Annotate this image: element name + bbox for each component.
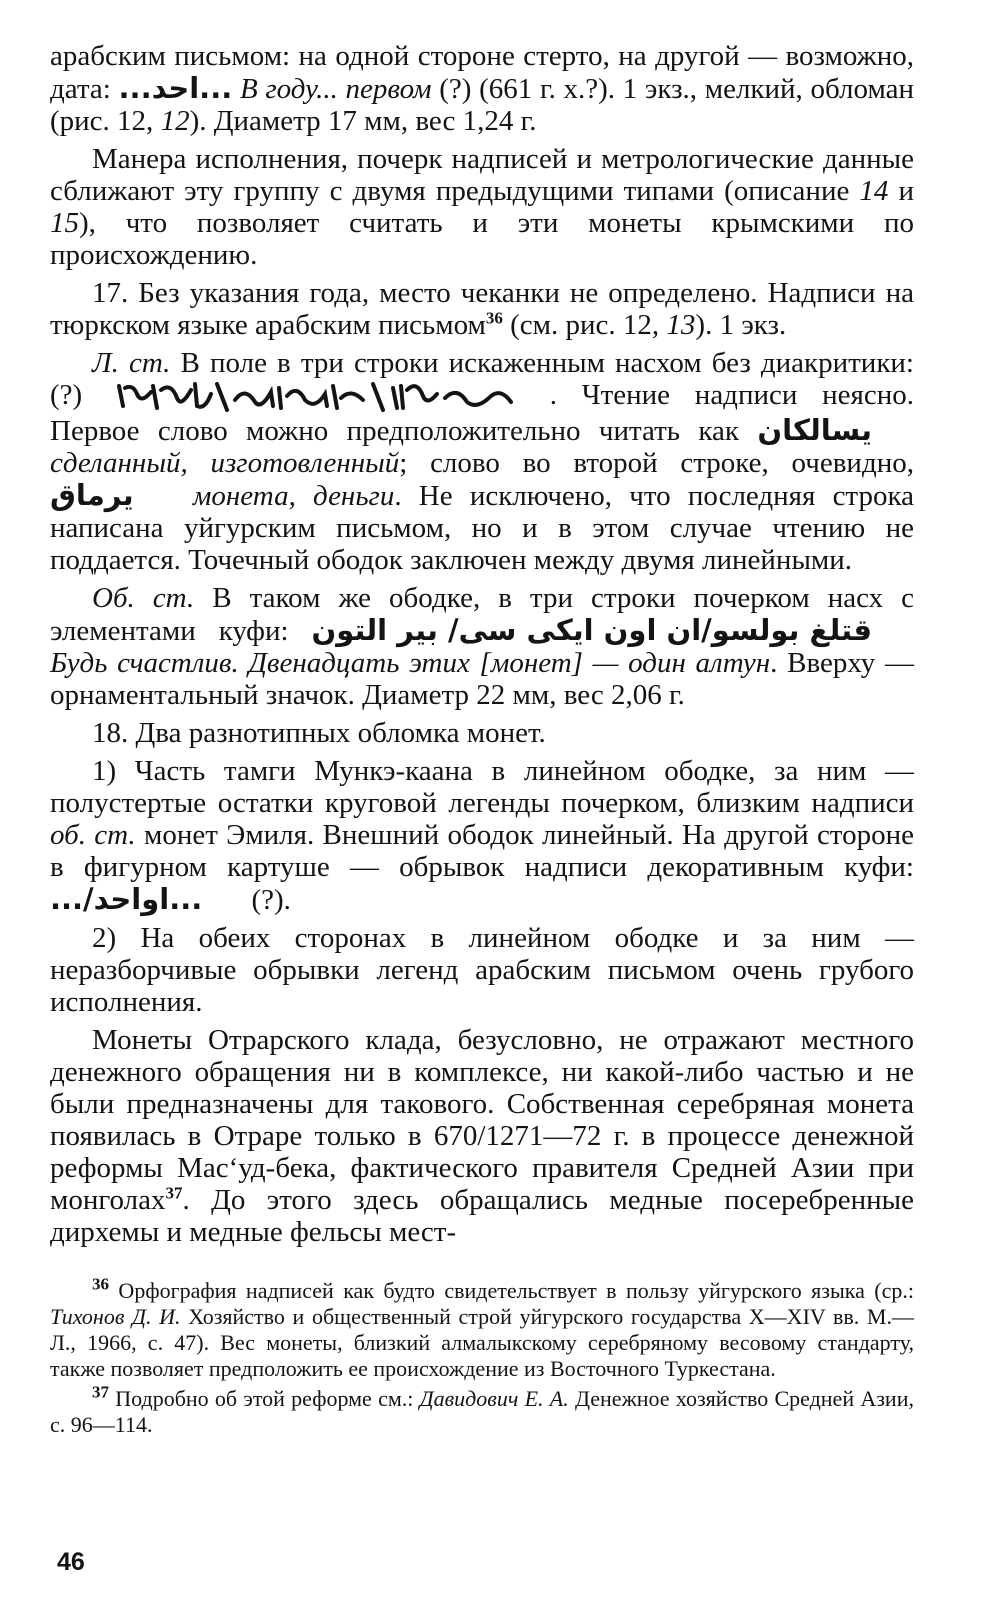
italic-text: об. ст. [50, 819, 136, 852]
paragraph-p2 [50, 143, 914, 271]
italic-text: 14 [859, 175, 889, 207]
text-segment: . Чтение надписи неясно. Первое слово можно предположительно читать как [50, 379, 915, 448]
text-segment: ), что позволяет считать и эти монеты крымскими по происхождению. [50, 207, 914, 271]
main-text [50, 40, 914, 1248]
italic-text: Давидович Е. А. [419, 1386, 569, 1412]
text-segment: В таком же ободке, в три строки почерком насх с элементами куфи: [50, 582, 914, 648]
text-segment: . До этого здесь обращались медные посеребренные дирхемы и медные фельсы мест- [50, 1184, 914, 1249]
arabic-text: ...احد... [118, 71, 233, 105]
italic-text: сделанный, изготовленный [50, 447, 400, 480]
text-segment: (?) (661 г. х.?). 1 экз., мелкий, обломан (рис. 12, [50, 73, 914, 137]
text-segment: Монеты Отрарского клада, безусловно, не отражают местного денежного обращения ни в комплексе, ни какой-либо частью и не были предназначены для такового. Собственная серебряная монета появилась в Отраре только в 670/1271—72 г. в процессе денежной реформы Мас‘уд-бека, фактического правителя Средней Азии при монголах [50, 1024, 914, 1217]
text-segment: Орфография надписей как будто свидетельствует в пользу уйгурского языка (ср.: [109, 1278, 914, 1304]
text-segment: и [888, 175, 914, 207]
italic-text: 13 [666, 309, 696, 341]
paragraph-p6 [50, 717, 914, 749]
footnote-ref: 36 [92, 1275, 109, 1295]
arabic-text: يسالكان [757, 413, 872, 448]
italic-text: Об. ст. [92, 582, 195, 615]
text-segment: Денежное хозяйство Средней Азии, с. 96—114. [50, 1386, 914, 1438]
arabic-text: يرماق [50, 478, 134, 513]
italic-text: 12 [160, 105, 190, 137]
text-segment [176, 480, 193, 512]
text-segment: . Не исключено, что последняя строка написана уйгурским письмом, но и в этом случае чтению не поддается. Точечный ободок заключен между двумя линейными. [50, 480, 914, 577]
text-segment: 18. Два разнотипных обломка монет. [92, 717, 546, 750]
text-segment: (?). [244, 884, 291, 917]
paragraph-p5 [50, 582, 914, 711]
text-segment: . Вверху — орнаментальный значок. Диаметр 22 мм, вес 2,06 г. [50, 647, 914, 712]
footnote-fn36 [50, 1275, 914, 1382]
text-segment: В поле в три строки искаженным насхом без диакритики: (?) [50, 347, 914, 411]
text-segment: (см. рис. 12, [502, 309, 667, 341]
arabic-text: قتلغ بولسو/ان اون ايكى سى/ بير التون [311, 613, 872, 648]
paragraph-p9 [50, 1024, 914, 1248]
text-segment: Манера исполнения, почерк надписей и метрологические данные сближают эту группу с двумя предыдущими типами (описание [50, 143, 914, 207]
italic-text: В году... первом [239, 73, 432, 105]
page-body [50, 40, 914, 1442]
italic-text: Будь счастлив. Двенадцать этих [монет] — один алтун [50, 647, 771, 680]
italic-text: Л. ст. [92, 347, 171, 379]
text-segment [232, 73, 240, 105]
paragraph-p4 [50, 347, 914, 576]
paragraph-p7 [50, 755, 914, 916]
italic-text: 15 [50, 207, 79, 239]
text-segment: ). Диаметр 17 мм, вес 1,24 г. [189, 105, 537, 137]
footnote-ref: 37 [92, 1383, 109, 1403]
page-number: 46 [57, 1548, 85, 1576]
paragraph-p3 [50, 277, 914, 341]
text-segment: 1) Часть тамги Мункэ-каана в линейном ободке, за ним — полустертые остатки круговой легенды почерком, близким надписи [50, 755, 914, 820]
inscription-icon [111, 380, 521, 414]
paragraph-p8 [50, 922, 914, 1018]
arabic-text: ...اواحد/... [50, 882, 203, 917]
footnote-ref: 37 [165, 1183, 183, 1203]
text-segment: ; слово во второй строке, очевидно, [399, 447, 914, 480]
footnote-fn37 [50, 1383, 914, 1438]
footnotes [50, 1275, 914, 1438]
text-segment: монет Эмиля. Внешний ободок линейный. На другой стороне в фигурном картуше — обрывок надписи декоративным куфи: [50, 819, 914, 884]
text-segment: Подробно об этой реформе см.: [109, 1386, 420, 1412]
text-segment: 17. Без указания года, место чеканки не определено. Надписи на тюркском языке арабским письмом [50, 277, 914, 341]
paragraph-p1 [50, 40, 914, 137]
italic-text: Тихонов Д. И. [50, 1304, 181, 1330]
text-segment: ). 1 экз. [695, 309, 787, 341]
text-segment: 2) На обеих сторонах в линейном ободке и за ним — неразборчивые обрывки легенд арабским письмом очень грубого исполнения. [50, 922, 914, 1019]
footnote-ref: 36 [485, 308, 503, 328]
italic-text: монета, деньги [192, 480, 395, 513]
text-segment: арабским письмом: на одной стороне стерто, на другой — возможно, дата: [50, 40, 914, 105]
text-segment: Хозяйство и общественный строй уйгурского государства X—XIV вв. М.—Л., 1966, с. 47). Вес монеты, близкий алмалыкскому серебряному весовому стандарту, также позволяет предположить ее происхождение из Восточного Туркестана. [50, 1304, 914, 1382]
